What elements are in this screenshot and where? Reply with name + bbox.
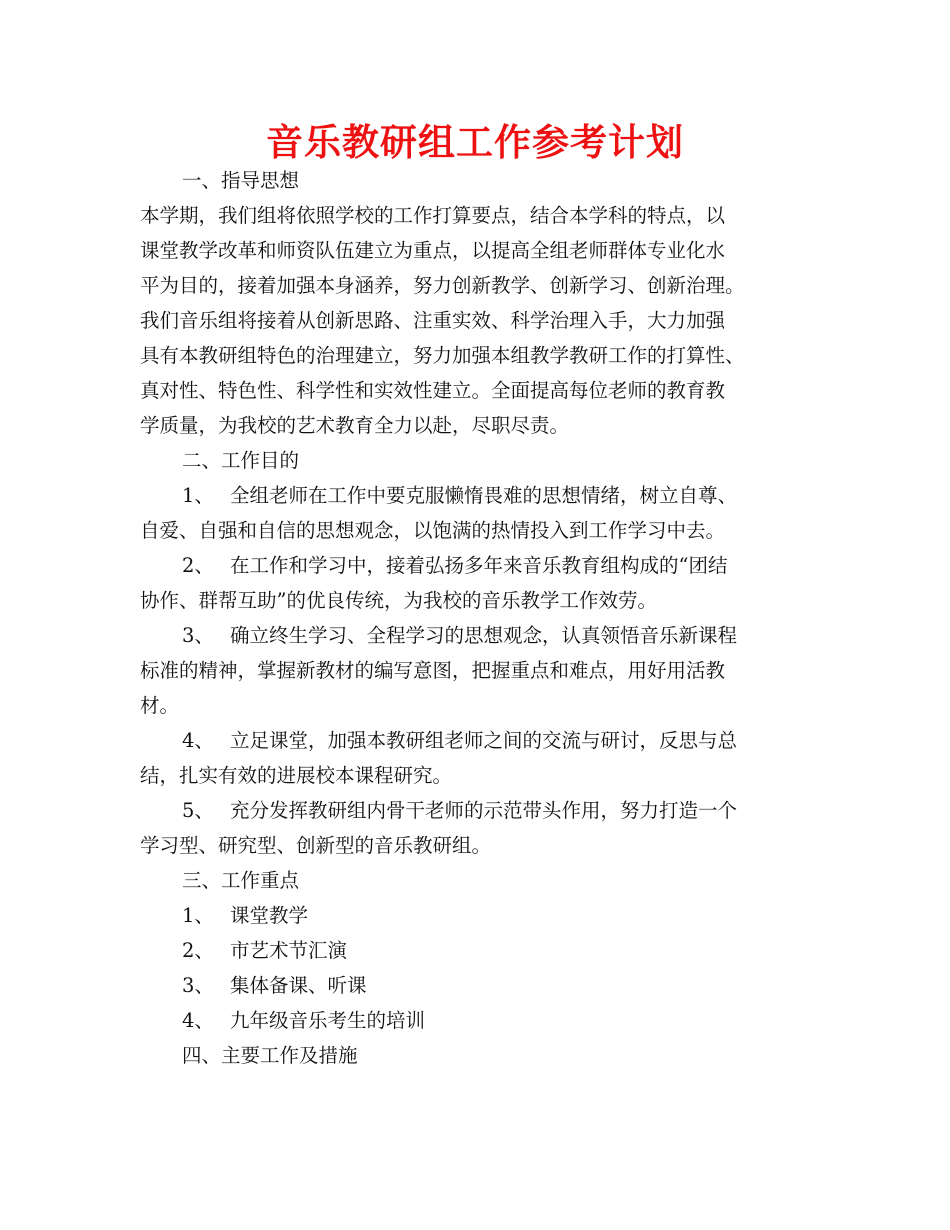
- list-item: [140, 968, 815, 1003]
- item-number: 1、: [182, 904, 214, 927]
- item-number: 5、: [182, 799, 214, 822]
- item-text: 立足课堂，加强本教研组老师之间的交流与研讨，反思与总: [230, 729, 738, 752]
- paragraph-line: 结，扎实有效的进展校本课程研究。: [140, 764, 453, 787]
- item-text: 九年级音乐考生的培训: [230, 1009, 426, 1032]
- document-body: [140, 163, 815, 1073]
- item-number: 4、: [182, 1009, 214, 1032]
- paragraph-line: 协作、群帮互助”的优良传统，为我校的音乐教学工作效劳。: [140, 589, 657, 612]
- list-item: [140, 793, 815, 828]
- section-heading: 二、工作目的: [182, 449, 300, 472]
- item-number: 3、: [182, 974, 214, 997]
- item-number: 3、: [182, 624, 214, 647]
- item-text: 充分发挥教研组内骨干老师的示范带头作用，努力打造一个: [230, 799, 738, 822]
- section-heading: 四、主要工作及措施: [182, 1044, 358, 1067]
- list-item: [140, 478, 815, 513]
- paragraph-line: 具有本教研组特色的治理建立，努力加强本组教学教研工作的打算性、: [140, 344, 745, 367]
- item-number: 4、: [182, 729, 214, 752]
- list-item: [140, 618, 815, 653]
- item-number: 2、: [182, 939, 214, 962]
- list-item: [140, 933, 815, 968]
- item-number: 2、: [182, 554, 214, 577]
- item-text: 在工作和学习中，接着弘扬多年来音乐教育组构成的“团结: [230, 554, 728, 577]
- item-text: 集体备课、听课: [230, 974, 367, 997]
- paragraph-line: 课堂教学改革和师资队伍建立为重点，以提高全组老师群体专业化水: [140, 239, 726, 262]
- paragraph-line: 真对性、特色性、科学性和实效性建立。全面提高每位老师的教育教: [140, 379, 726, 402]
- paragraph-line: 自爱、自强和自信的思想观念，以饱满的热情投入到工作学习中去。: [140, 519, 726, 542]
- paragraph-line: 学习型、研究型、创新型的音乐教研组。: [140, 834, 492, 857]
- item-number: 1、: [182, 484, 214, 507]
- item-text: 确立终生学习、全程学习的思想观念，认真领悟音乐新课程: [230, 624, 738, 647]
- item-text: 市艺术节汇演: [230, 939, 348, 962]
- paragraph-line: 材。: [140, 694, 180, 717]
- section-heading: 一、指导思想: [182, 169, 300, 192]
- paragraph-line: 标准的精神，掌握新教材的编写意图，把握重点和难点，用好用活教: [140, 659, 726, 682]
- list-item: [140, 723, 815, 758]
- list-item: [140, 1003, 815, 1038]
- paragraph-line: 学质量，为我校的艺术教育全力以赴，尽职尽责。: [140, 414, 570, 437]
- list-item: [140, 548, 815, 583]
- section-heading: 三、工作重点: [182, 869, 300, 892]
- list-item: [140, 898, 815, 933]
- paragraph-line: 我们音乐组将接着从创新思路、注重实效、科学治理入手，大力加强: [140, 309, 726, 332]
- item-text: 课堂教学: [230, 904, 309, 927]
- paragraph-line: 平为目的，接着加强本身涵养，努力创新教学、创新学习、创新治理。: [140, 274, 745, 297]
- item-text: 全组老师在工作中要克服懒惰畏难的思想情绪，树立自尊、: [230, 484, 738, 507]
- paragraph-line: 本学期，我们组将依照学校的工作打算要点，结合本学科的特点，以: [140, 204, 726, 227]
- document-title: 音乐教研组工作参考计划: [266, 121, 684, 164]
